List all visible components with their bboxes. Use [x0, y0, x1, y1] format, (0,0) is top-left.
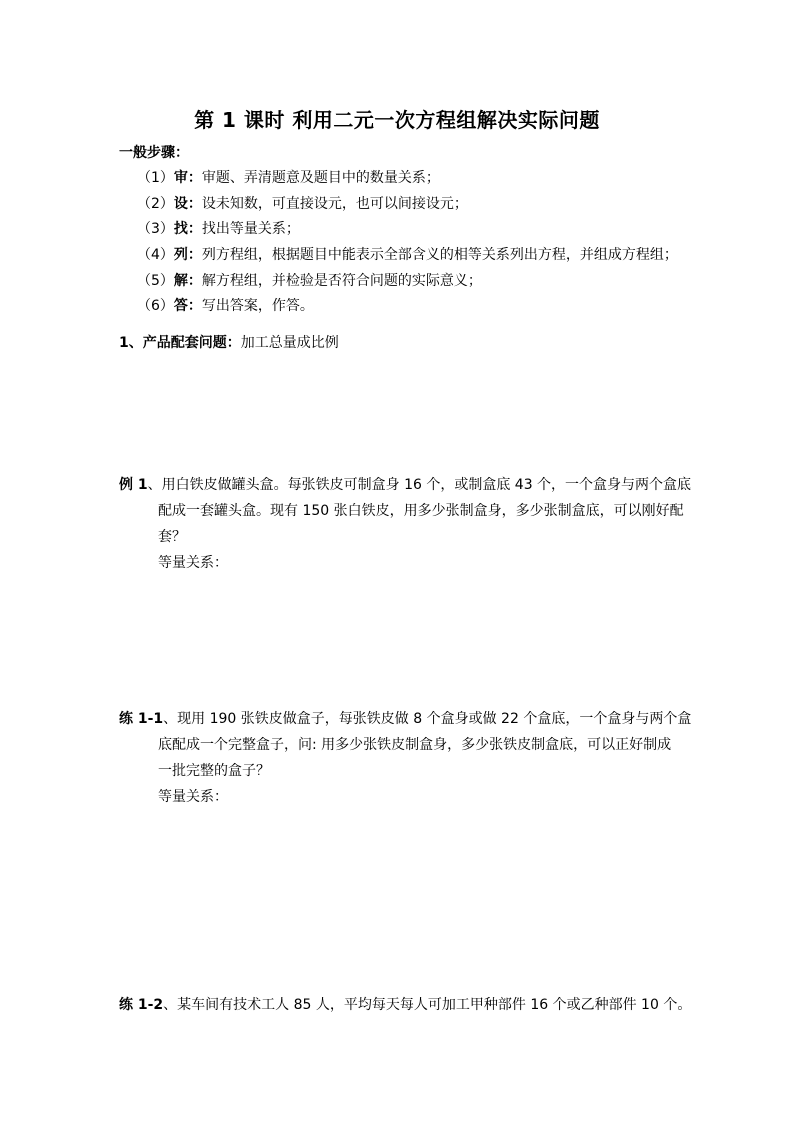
page-title: 第 1 课时 利用二元一次方程组解决实际问题: [194, 108, 600, 132]
section-1-text: 加工总量成比例: [240, 335, 339, 351]
step-text: 写出答案，作答。: [201, 298, 314, 314]
practice-1-1-line-3: 一批完整的盒子？: [158, 763, 270, 779]
step-text: 找出等量关系；: [201, 221, 300, 237]
step-key: 设：: [173, 196, 202, 212]
step-key: 找：: [173, 221, 202, 237]
step-4: [137, 245, 678, 265]
section-1-heading: [119, 333, 339, 353]
step-number: （1）: [137, 170, 174, 186]
step-2: [137, 194, 468, 214]
practice-1-1-line-1: [119, 709, 691, 729]
example-1-line-2: 配成一套罐头盒。现有 150 张白铁皮，用多少张制盒身，多少张制盒底，可以刚好配: [158, 503, 684, 519]
practice-1-2-line-1: [119, 995, 691, 1015]
practice-1-2-label: 练 1-2: [119, 997, 164, 1013]
example-1-text: 、用白铁皮做罐头盒。每张铁皮可制盒身 16 个，或制盒底 43 个，一个盒身与两个盒底: [147, 477, 692, 493]
step-number: （3）: [137, 221, 174, 237]
step-number: （5）: [137, 273, 174, 289]
step-5: [137, 271, 482, 291]
practice-1-1-line-2: 底配成一个完整盒子，问: 用多少张铁皮制盒身，多少张铁皮制盒底，可以正好制成: [158, 737, 672, 753]
section-1-label: 1、产品配套问题：: [119, 335, 241, 351]
step-1: [137, 168, 440, 188]
step-6: [137, 296, 314, 316]
general-steps-heading: 一般步骤：: [119, 145, 189, 161]
example-1-line-1: [119, 475, 691, 495]
step-number: （6）: [137, 298, 174, 314]
step-text: 列方程组，根据题目中能表示全部含义的相等关系列出方程，并组成方程组；: [201, 247, 678, 263]
step-key: 审：: [173, 170, 202, 186]
step-text: 解方程组，并检验是否符合问题的实际意义；: [201, 273, 482, 289]
practice-1-2-text: 、某车间有技术工人 85 人，平均每天每人可加工甲种部件 16 个或乙种部件 10 个。: [163, 997, 692, 1013]
step-key: 列：: [173, 247, 202, 263]
step-number: （2）: [137, 196, 174, 212]
step-3: [137, 219, 300, 239]
step-number: （4）: [137, 247, 174, 263]
example-1-line-3: 套？: [158, 529, 186, 545]
step-text: 审题、弄清题意及题目中的数量关系；: [201, 170, 440, 186]
practice-1-1-label: 练 1-1: [119, 711, 164, 727]
step-key: 答：: [173, 298, 202, 314]
step-text: 设未知数，可直接设元，也可以间接设元；: [201, 196, 468, 212]
example-1-relation: 等量关系：: [158, 555, 228, 571]
step-key: 解：: [173, 273, 202, 289]
practice-1-1-relation: 等量关系：: [158, 789, 228, 805]
practice-1-1-text: 、现用 190 张铁皮做盒子，每张铁皮做 8 个盒身或做 22 个盒底，一个盒身与两个盒: [163, 711, 692, 727]
example-1-label: 例 1: [119, 477, 148, 493]
